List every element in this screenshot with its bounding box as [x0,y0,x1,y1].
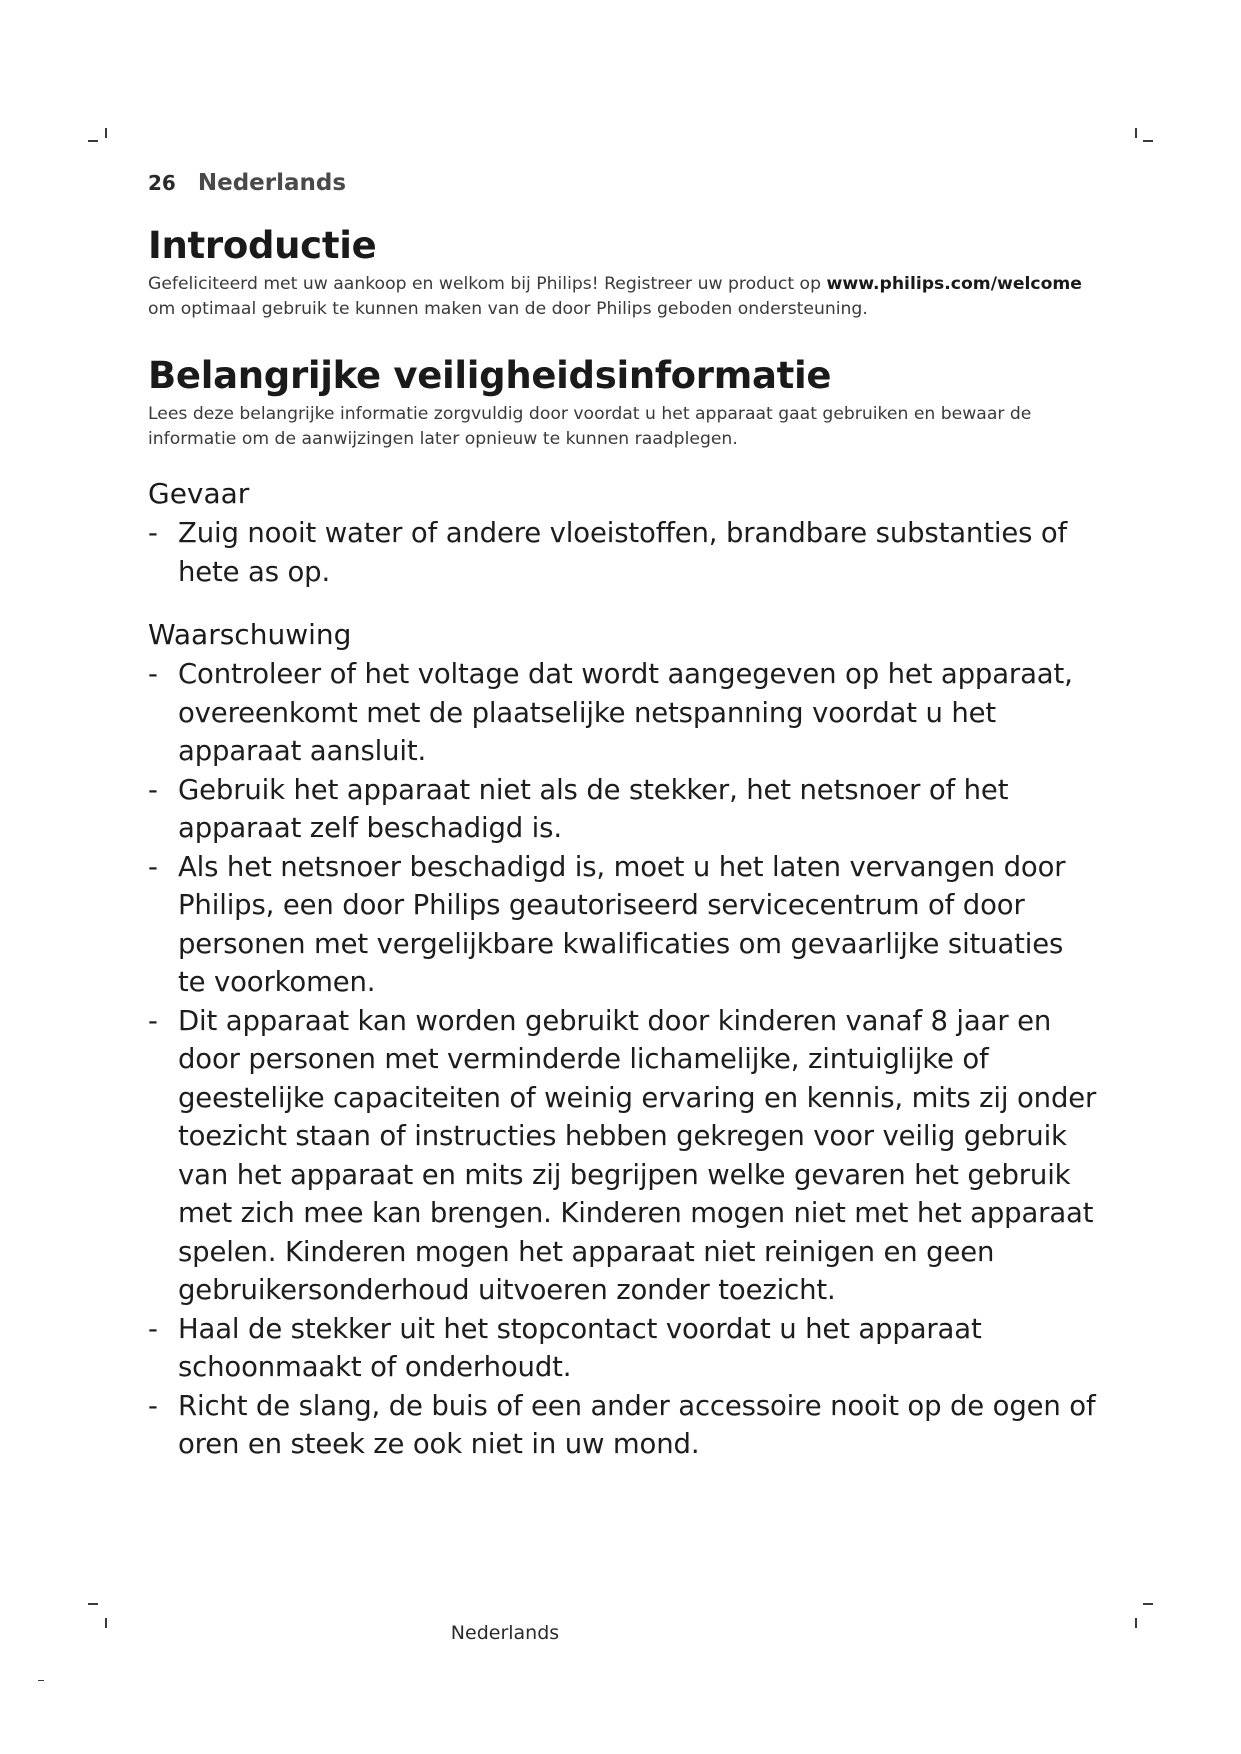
danger-list [148,514,1098,591]
warning-item-text: Gebruik het apparaat niet als de stekker, het netsnoer of het apparaat zelf beschadigd is. [178,773,1009,844]
warning-item-text: Dit apparaat kan worden gebruikt door kinderen vanaf 8 jaar en door personen met verminderde lichamelijke, zintuiglijke of geestelijke capaciteiten of weinig ervaring en kennis, mits zij onder toezicht staan of instructies hebben gekregen voor veilig gebruik van het apparaat en mits zij begrijpen welke gevaren het gebruik met zich mee kan brengen. Kinderen mogen niet met het apparaat spelen. Kinderen mogen het apparaat niet reinigen en geen gebruikersonderhoud uitvoeren zonder toezicht. [178,1004,1097,1306]
warning-item-text: Richt de slang, de buis of een ander accessoire nooit op de ogen of oren en steek ze ook niet in uw mond. [178,1389,1096,1460]
warning-item-text: Als het netsnoer beschadigd is, moet u het laten vervangen door Philips, een door Philips geautoriseerd servicecentrum of door personen met vergelijkbare kwalificaties om gevaarlijke situaties te voorkomen. [178,850,1066,998]
safety-paragraph: Lees deze belangrijke informatie zorgvuldig door voordat u het apparaat gaat gebruiken en bewaar de informatie om de aanwijzingen later opnieuw te kunnen raadplegen. [148,404,1032,449]
page-header [148,170,346,196]
intro-text-part2: om optimaal gebruik te kunnen maken van de door Philips geboden ondersteuning. [148,299,868,319]
bullet-dash: - [148,850,158,883]
intro-text-part1: Gefeliciteerd met uw aankoop en welkom bij Philips! Registreer uw product op [148,274,827,294]
bullet-dash: - [148,1389,158,1422]
header-language: Nederlands [197,170,347,196]
bullet-dash: - [148,773,158,806]
bullet-dash: - [148,658,158,690]
crop-mark-bottom-right-h [1143,1603,1153,1605]
crop-mark-top-right-h [1143,140,1153,142]
bullet-dash: - [148,1004,158,1037]
warning-item-text: Haal de stekker uit het stopcontact voordat u het apparaat schoonmaakt of onderhoudt. [178,1312,982,1383]
list-item [148,848,1098,1002]
crop-mark-top-right-v [1135,128,1137,138]
crop-mark-bottom-left-h [88,1603,98,1605]
danger-item-text: Zuig nooit water of andere vloeistoffen, brandbare substanties of hete as op. [178,517,1068,588]
crop-mark-top-left-v [105,128,107,138]
crop-mark-top-left-h [88,140,98,142]
list-item [148,1310,1098,1387]
warning-list [148,655,1098,1464]
list-item [148,514,1098,591]
crop-mark-bottom-right-v [1135,1618,1137,1628]
page-number: 26 [148,171,176,195]
bullet-dash: - [148,517,158,549]
warning-heading: Waarschuwing [148,618,352,651]
intro-paragraph [148,272,1098,322]
crop-mark-bottom-far-left [38,1680,44,1681]
list-item [148,1387,1098,1464]
danger-heading: Gevaar [148,477,250,510]
list-item [148,1002,1098,1310]
list-item [148,655,1098,771]
page-footer: Nederlands [450,1622,560,1644]
safety-title: Belangrijke veiligheidsinformatie [148,354,832,397]
intro-title: Introductie [148,224,377,267]
page-content [148,220,1098,1464]
bullet-dash: - [148,1312,158,1345]
warning-item-text: Controleer of het voltage dat wordt aangegeven op het apparaat, overeenkomt met de plaatselijke netspanning voordat u het apparaat aansluit. [178,658,1073,767]
intro-link: www.philips.com/welcome [826,274,1082,294]
list-item [148,771,1098,848]
